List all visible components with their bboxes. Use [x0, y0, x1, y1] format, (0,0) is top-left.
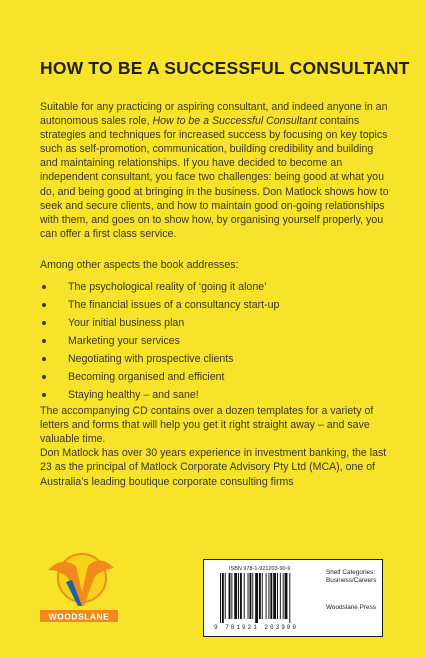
author-paragraph: Don Matlock has over 30 years experience in investment banking, the last 23 as the principal of Matlock Corporate Advisory Pty Ltd (MCA), one of Australia’s leading boutique corporate consulting firms — [40, 447, 387, 488]
barcode-number: 9 781921 203909 — [214, 624, 299, 631]
blurb — [40, 100, 392, 489]
barcode-bar — [220, 573, 221, 623]
barcode-bar — [225, 573, 226, 619]
bullet-icon — [42, 285, 46, 289]
barcode-bar — [259, 573, 261, 619]
intro-paragraph — [40, 100, 392, 258]
barcode-bar — [249, 573, 251, 619]
bullet-icon — [42, 303, 46, 307]
bullet-icon — [42, 375, 46, 379]
list-item: Negotiating with prospective clients — [40, 350, 392, 368]
intro-book-title: How to be a Successful Consultant — [152, 115, 317, 128]
list-item: The financial issues of a consultancy start-up — [40, 296, 392, 314]
list-item: Marketing your services — [40, 332, 392, 350]
list-item: Staying healthy – and sane! — [40, 386, 392, 404]
bullet-icon — [42, 357, 46, 361]
cd-paragraph: The accompanying CD contains over a dozen templates for a variety of letters and forms that will help you get it right straight away – and save valuable time. — [40, 405, 374, 446]
barcode-bar — [266, 573, 267, 619]
barcode-bar — [255, 573, 258, 623]
barcode-bar — [268, 573, 269, 619]
shelf-categories — [326, 569, 376, 585]
book-title: HOW TO BE A SUCCESSFUL CONSULTANT — [40, 58, 410, 78]
barcode-bar — [229, 573, 231, 619]
shelf-value: Business/Careers — [326, 577, 377, 584]
list-item: Your initial business plan — [40, 314, 392, 332]
aspects-lead: Among other aspects the book addresses: — [40, 259, 239, 271]
isbn-label: ISBN 978-1-921203-90-9 — [229, 566, 291, 572]
barcode-bar — [244, 573, 245, 619]
barcode-bar — [283, 573, 284, 619]
bullet-icon — [42, 339, 46, 343]
press-name: Woodslane Press — [326, 604, 376, 611]
aspects-list — [40, 278, 392, 404]
barcode-bar — [270, 573, 272, 619]
barcode-bar — [222, 573, 224, 623]
barcode-bar — [285, 573, 288, 619]
bullet-icon — [42, 393, 46, 397]
logo-text: WOODSLANE — [48, 611, 110, 622]
woodslane-logo — [38, 548, 120, 626]
bullet-icon — [42, 321, 46, 325]
barcode-bar — [231, 573, 232, 619]
shelf-label: Shelf Categories: — [326, 569, 376, 576]
intro-text-b: contains strategies and techniques for increased success by focusing on key topics such as self-promotion, communication, building credibility and building and maintaining relationships. If you have decided to become an independent consultant, you face two challenges: being good at what you do, and being good at bringing in the business. Don Matlock shows how to seek and secure clients, and how to maintain good on-going relationships with them, and goes on to show how, by organising yourself properly, you can offer a first class service. — [40, 115, 389, 240]
list-item: Becoming organised and efficient — [40, 368, 392, 386]
barcode-bar — [289, 573, 290, 623]
barcode-bar — [234, 573, 237, 619]
barcode-bar — [240, 573, 242, 619]
barcode-bars — [220, 573, 312, 623]
barcode-bar — [273, 573, 276, 619]
barcode-bar — [280, 573, 281, 619]
barcode-bar — [248, 573, 249, 619]
list-item: The psychological reality of ‘going it alone’ — [40, 278, 392, 296]
intro-text-a: Suitable for any practicing or aspiring consultant, and indeed anyone in an autonomous sales role, — [40, 101, 388, 128]
barcode-bar — [277, 573, 278, 619]
barcode-bar — [252, 573, 253, 619]
barcode-bar — [262, 573, 263, 619]
barcode-bar — [238, 573, 239, 619]
